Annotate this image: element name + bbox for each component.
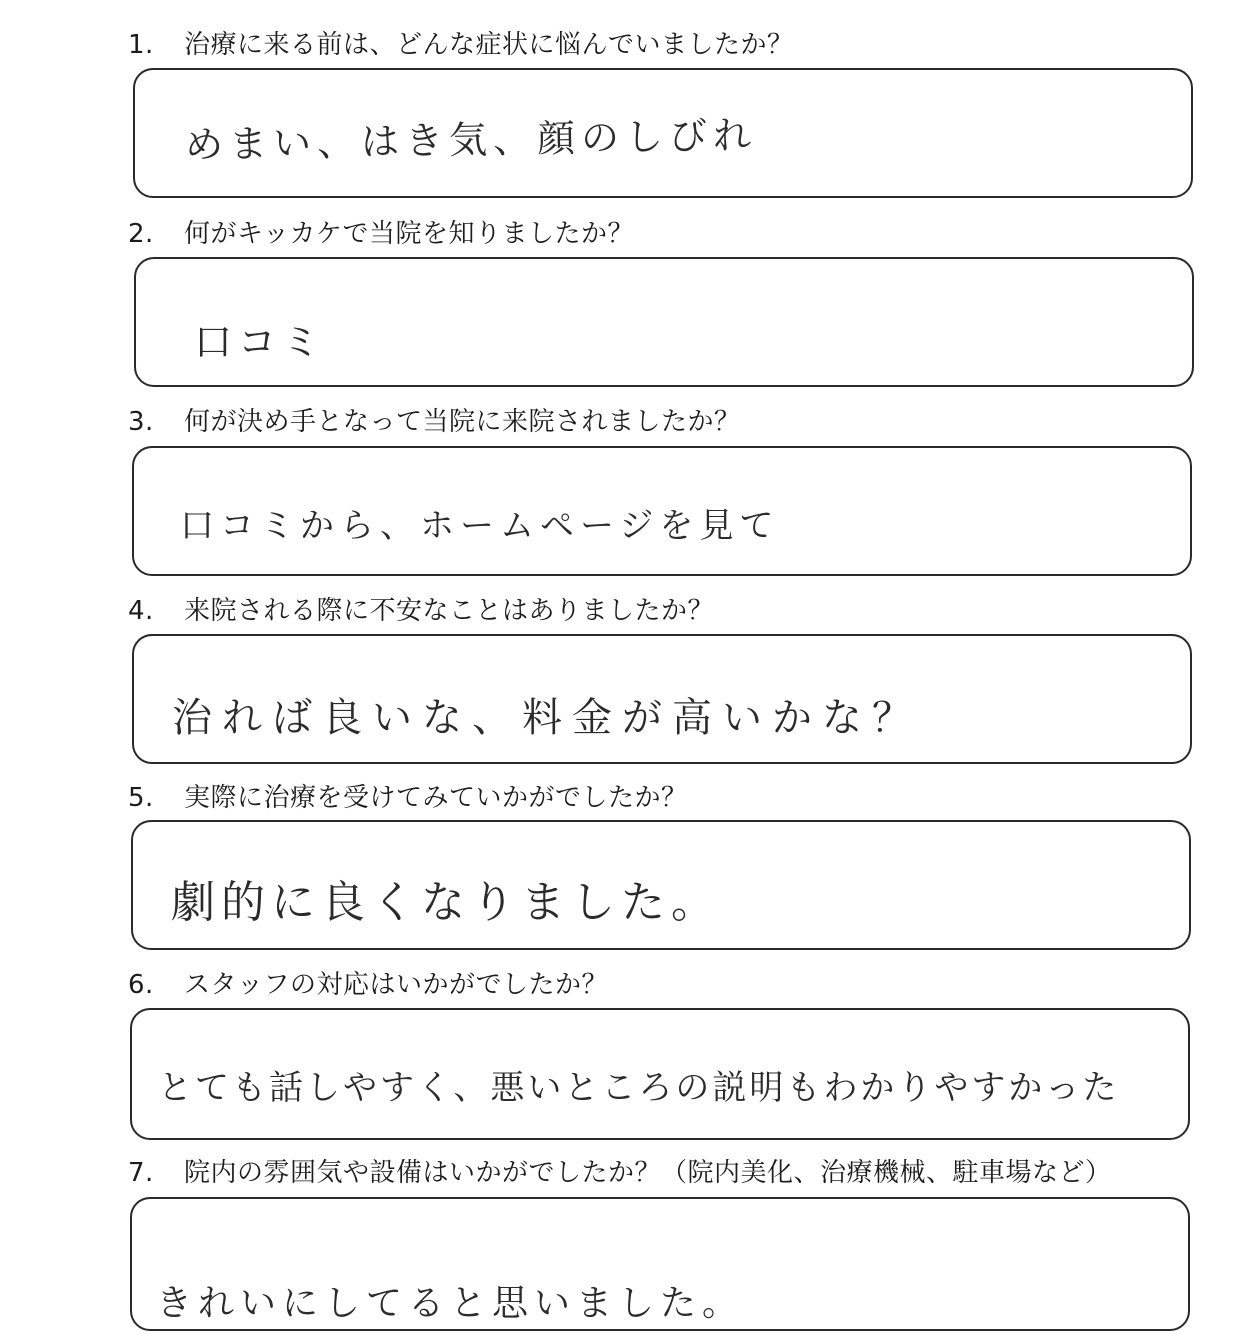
question-text: スタッフの対応はいかがでしたか？ xyxy=(184,970,609,1000)
answer-text: 劇的に良くなりました。 xyxy=(171,877,721,928)
question-5 xyxy=(128,781,688,815)
answer-box-4 xyxy=(132,634,1192,764)
answer-box-6 xyxy=(130,1008,1190,1140)
answer-box-5 xyxy=(131,820,1191,950)
question-text: 何がキッカケで当院を知りましたか？ xyxy=(184,219,634,249)
question-7 xyxy=(128,1156,1112,1190)
question-6 xyxy=(128,968,608,1002)
question-number: 5. xyxy=(128,783,154,813)
question-number: 2. xyxy=(128,219,154,249)
question-number: 4. xyxy=(128,596,154,626)
question-number: 3. xyxy=(128,407,154,437)
question-text: 実際に治療を受けてみていかがでしたか？ xyxy=(184,783,688,813)
question-4 xyxy=(128,594,714,628)
question-2 xyxy=(128,217,634,251)
question-text: 何が決め手となって当院に来院されましたか？ xyxy=(184,407,741,437)
question-text: 院内の雰囲気や設備はいかがでしたか？（院内美化、治療機械、駐車場など） xyxy=(184,1158,1112,1188)
question-3 xyxy=(128,405,741,439)
answer-text: 口コミ xyxy=(194,320,327,364)
question-text: 治療に来る前は、どんな症状に悩んでいましたか？ xyxy=(184,30,794,60)
question-number: 7. xyxy=(128,1158,154,1188)
answer-text: 治れば良いな、料金が高いかな？ xyxy=(172,695,922,741)
answer-box-1 xyxy=(133,68,1193,198)
answer-text: 口コミから、ホームページを見て xyxy=(180,506,780,546)
answer-box-7 xyxy=(130,1197,1190,1331)
answer-text: きれいにしてると思いました。 xyxy=(156,1283,745,1324)
answer-box-3 xyxy=(132,446,1192,576)
answer-box-2 xyxy=(134,257,1194,387)
question-text: 来院される際に不安なことはありましたか？ xyxy=(184,596,715,626)
answer-text: めまい、はき気、顔のしびれ xyxy=(184,113,758,167)
answer-text: とても話しやすく、悪いところの説明もわかりやすかった xyxy=(158,1068,1120,1108)
question-number: 6. xyxy=(128,970,154,1000)
question-1 xyxy=(128,28,794,62)
question-number: 1. xyxy=(128,30,154,60)
